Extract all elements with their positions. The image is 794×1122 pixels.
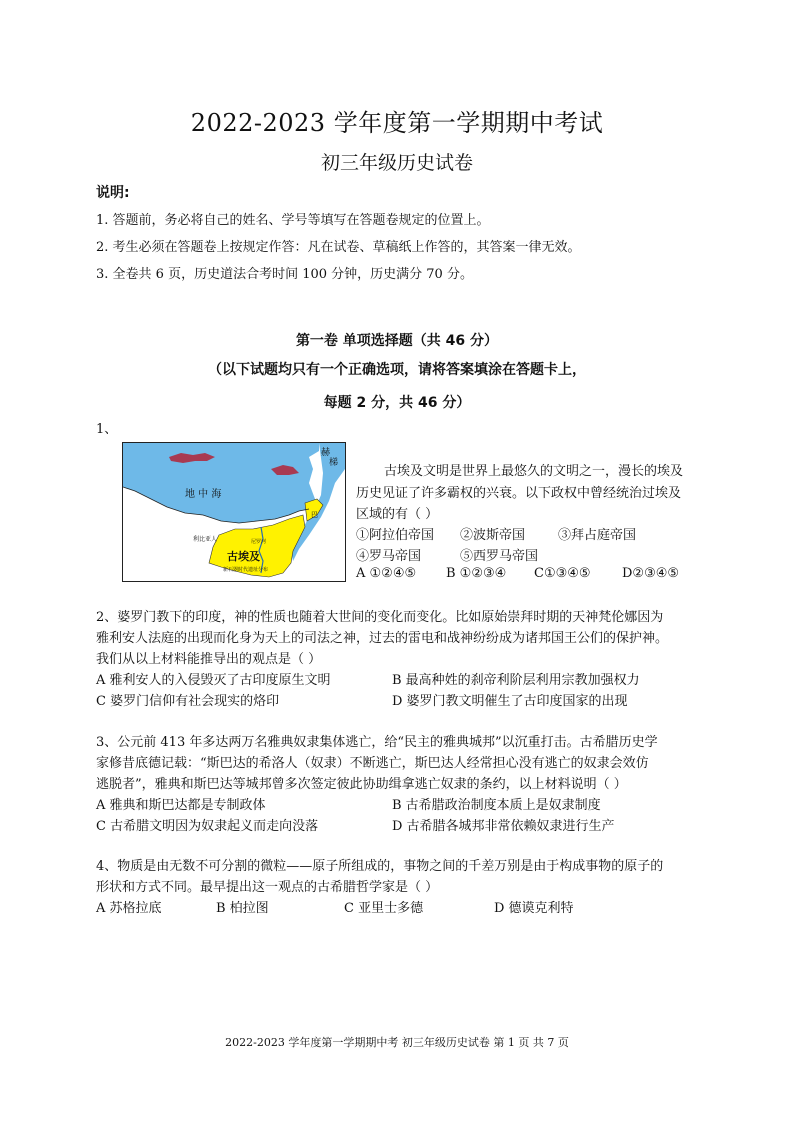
- answer-option-b: B 柏拉图: [216, 901, 269, 916]
- answer-option-b: B 最高种姓的刹帝利阶层利用宗教加强权力: [392, 673, 640, 688]
- notes-heading: 说明:: [96, 185, 130, 201]
- answer-option-a: A ①②④⑤: [356, 566, 417, 581]
- question-item: ②波斯帝国: [460, 528, 526, 543]
- east-label: 梯: [329, 458, 339, 468]
- answer-option-c: C①③④⑤: [534, 566, 591, 581]
- note-item: 1. 答题前，务必将自己的姓名、学号等填写在答题卷规定的位置上。: [96, 213, 490, 228]
- answer-option-d: D 婆罗门教文明催生了古印度国家的出现: [392, 694, 628, 709]
- question-text: 古埃及文明是世界上最悠久的文明之一，漫长的埃及: [384, 464, 684, 479]
- section-instruction: （以下试题均只有一个正确选项，请将答案填涂在答题卡上，: [208, 362, 586, 378]
- question-text: 2、婆罗门教下的印度，神的性质也随着大世间的变化而变化。比如原始崇拜时期的天神梵伦娜因为: [96, 610, 664, 625]
- answer-option-b: B 古希腊政治制度本质上是奴隶制度: [392, 798, 601, 813]
- question-text: 雅利安人法庭的出现而化身为天上的司法之神，过去的雷电和战神纷纷成为诸邦国王公们的保护神。: [96, 631, 669, 646]
- section-title: 第一卷 单项选择题（共 46 分）: [295, 333, 499, 349]
- question-text: 形状和方式不同。最早提出这一观点的古希腊哲学家是（ ）: [96, 880, 439, 895]
- answer-option-b: B ①②③④: [446, 566, 507, 581]
- answer-option-c: C 婆罗门信仰有社会现实的烙印: [96, 694, 280, 709]
- exam-subtitle: 初三年级历史试卷: [320, 152, 473, 174]
- question-item: ⑤西罗马帝国: [460, 549, 539, 564]
- question-text: 家修昔底德记载：“斯巴达的希洛人（奴隶）不断逃亡，斯巴达人经常担心没有逃亡的奴隶会效仿: [96, 756, 649, 771]
- egypt-map-image: [123, 443, 345, 581]
- answer-option-c: C 亚里士多德: [344, 901, 424, 916]
- question-text: 3、公元前 413 年多达两万名雅典奴隶集体逃亡，给“民主的雅典城邦”以沉重打击。古希腊历史学: [96, 735, 658, 750]
- answer-option-a: A 苏格拉底: [96, 901, 162, 916]
- question-item: ④罗马帝国: [356, 549, 422, 564]
- nile-label: 尼罗河: [251, 539, 267, 545]
- egypt-map: [122, 442, 346, 582]
- question-text: 历史见证了许多霸权的兴衰。以下政权中曾经统治过埃及: [356, 486, 682, 501]
- answer-option-d: D②③④⑤: [622, 566, 680, 581]
- egypt-sublabel: 新石器时代遗址分布: [223, 567, 269, 573]
- sea-label: 地 中 海: [185, 489, 222, 500]
- top-label: 赫: [321, 448, 331, 458]
- question-item: ③拜占庭帝国: [558, 528, 637, 543]
- question-number: 1、: [96, 422, 118, 437]
- answer-option-d: D 古希腊各城邦非常依赖奴隶进行生产: [392, 819, 615, 834]
- egypt-label: 古埃及: [227, 550, 260, 563]
- page-footer: 2022-2023 学年度第一学期期中考 初三年级历史试卷 第 1 页 共 7 页: [225, 1036, 569, 1049]
- east-label: 巴: [311, 511, 318, 519]
- note-item: 3. 全卷共 6 页，历史道法合考时间 100 分钟，历史满分 70 分。: [96, 267, 473, 282]
- answer-option-a: A 雅典和斯巴达都是专制政体: [96, 798, 266, 813]
- answer-option-d: D 德谟克利特: [494, 901, 574, 916]
- section-instruction: 每题 2 分，共 46 分）: [323, 395, 471, 411]
- question-item: ①阿拉伯帝国: [356, 528, 435, 543]
- question-text: 逃脱者”，雅典和斯巴达等城邦曾多次签定彼此协助缉拿逃亡奴隶的条约，以上材料说明（ ）: [96, 777, 627, 792]
- question-text: 4、物质是由无数不可分割的微粒——原子所组成的，事物之间的千差万别是由于构成事物的原子的: [96, 859, 664, 874]
- answer-option-c: C 古希腊文明因为奴隶起义而走向没落: [96, 819, 319, 834]
- answer-option-a: A 雅利安人的入侵毁灭了古印度原生文明: [96, 673, 331, 688]
- note-item: 2. 考生必须在答题卷上按规定作答：凡在试卷、草稿纸上作答的，其答案一律无效。: [96, 240, 581, 255]
- libya-label: 利比亚人: [193, 536, 218, 543]
- question-text: 我们从以上材料能推导出的观点是（ ）: [96, 652, 322, 667]
- question-text: 区域的有（ ）: [356, 507, 439, 522]
- exam-title: 2022-2023 学年度第一学期期中考试: [190, 109, 604, 137]
